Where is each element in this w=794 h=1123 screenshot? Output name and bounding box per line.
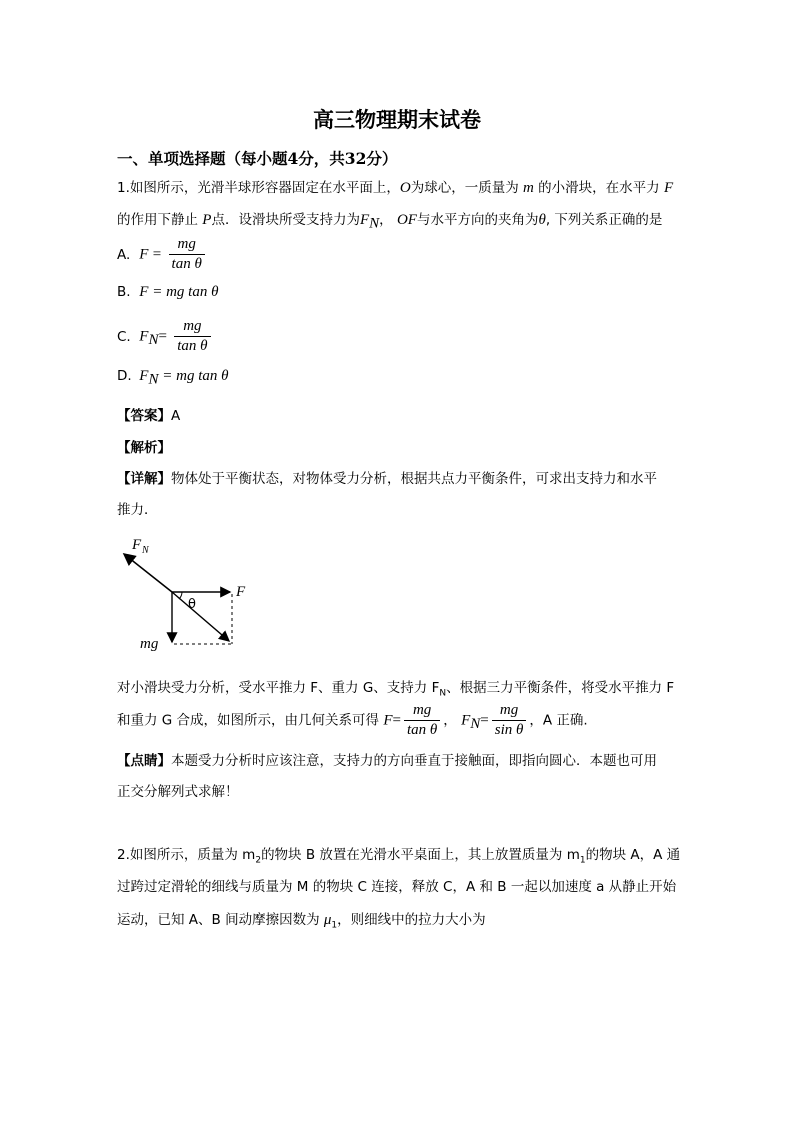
theta-label: θ	[188, 597, 196, 612]
q2-text: 的物块 B 放置在光滑水平桌面上，其上放置质量为 m	[261, 847, 580, 863]
q2-subscript: 2	[255, 855, 262, 866]
fraction-denominator: sin θ	[494, 722, 524, 738]
q2-line2: 过跨过定滑轮的细线与质量为 M 的物块 C 连接，释放 C，A 和 B 一起以加速度 a 从静止开始	[117, 879, 677, 895]
q1-line1	[117, 176, 673, 197]
q2-text: 的物块 A，A 通	[585, 847, 681, 863]
q1-symbol-fn: F	[359, 212, 370, 228]
option-expression: = mg tan θ	[158, 368, 229, 384]
q1-symbol-theta: θ	[538, 212, 546, 228]
force-diagram	[112, 532, 262, 657]
expl-symbol-fn: F	[461, 712, 471, 729]
q1-symbol-m: m	[523, 180, 534, 196]
explanation-line2	[117, 702, 588, 739]
fn-label: F	[132, 537, 142, 553]
option-subscript: N	[148, 371, 159, 388]
q1-text: 为球心，一质量为	[410, 180, 519, 196]
analysis-tag: 【解析】	[117, 440, 171, 456]
tip-text: 本题受力分析时应该注意，支持力的方向垂直于接触面，即指向圆心．本题也可用	[171, 753, 657, 769]
fraction-denominator: tan θ	[171, 256, 202, 272]
option-fraction	[169, 236, 205, 273]
mg-label: mg	[140, 636, 159, 652]
q2-line1	[117, 843, 680, 866]
q1-symbol-p: P	[202, 212, 212, 228]
page-title: 高三物理期末试卷	[313, 107, 481, 132]
option-subscript: N	[148, 332, 159, 349]
option-a	[117, 236, 208, 273]
q1-symbol-f: F	[663, 180, 674, 196]
q2-line3	[117, 908, 486, 931]
q2-text: ，则细线中的拉力大小为	[337, 912, 486, 928]
option-label: D.	[117, 368, 132, 384]
tip-line1	[117, 749, 657, 769]
q2-subscript: 1	[331, 920, 338, 931]
option-label: C.	[117, 328, 131, 345]
detail-line1	[117, 467, 657, 487]
fraction-numerator: mg	[174, 318, 210, 337]
q1-symbol-of: OF	[396, 212, 417, 228]
q1-text: 的小滑块，在水平力	[538, 180, 660, 196]
option-d	[117, 368, 228, 389]
answer-value: A	[171, 408, 181, 424]
angle-arc	[179, 592, 182, 599]
answer-line	[117, 404, 180, 424]
q1-text: ，	[379, 212, 393, 228]
expl-fraction-2	[492, 702, 527, 739]
option-op: =	[158, 328, 167, 345]
option-b	[117, 284, 218, 301]
q1-text: 的作用下静止	[117, 212, 198, 228]
q1-line2	[117, 208, 662, 233]
option-fraction	[174, 318, 210, 355]
fraction-numerator: mg	[404, 702, 440, 721]
q1-text: 1.如图所示，光滑半球形容器固定在水平面上，	[117, 180, 400, 196]
expl-text: 和重力 G 合成，如图所示，由几何关系可得	[117, 712, 380, 729]
q1-text: 与水平方向的夹角为	[416, 212, 539, 228]
q2-text: 运动，已知 A、B 间动摩擦因数为	[117, 912, 320, 928]
fraction-denominator: tan θ	[406, 722, 438, 738]
expl-text: 、根据三力平衡条件，将受水平推力 F	[446, 680, 675, 696]
q2-symbol-mu: μ	[323, 912, 332, 928]
expl-comma: ，	[443, 712, 457, 729]
option-label: B.	[117, 284, 131, 300]
expl-fraction-1	[404, 702, 440, 739]
tip-tag: 【点睛】	[117, 753, 171, 769]
option-lhs: F	[139, 368, 149, 384]
answer-tag: 【答案】	[117, 408, 171, 424]
detail-text: 物体处于平衡状态，对物体受力分析，根据共点力平衡条件，可求出支持力和水平	[171, 471, 657, 487]
option-lhs: F	[139, 246, 149, 263]
q1-text: 点．设滑块所受支持力为	[211, 212, 360, 228]
fraction-numerator: mg	[492, 702, 527, 721]
section-heading: 一、单项选择题（每小题4分，共32分）	[117, 149, 398, 168]
option-expression: F = mg tan θ	[139, 284, 219, 300]
expl-subscript: N	[470, 716, 481, 733]
expl-text: 对小滑块受力分析，受水平推力 F、重力 G、支持力 F	[117, 680, 440, 696]
q1-subscript: N	[369, 215, 380, 232]
option-op: =	[152, 246, 162, 263]
expl-eq: =	[392, 712, 401, 729]
q1-text: , 下列关系正确的是	[545, 212, 663, 228]
fraction-numerator: mg	[169, 236, 205, 255]
q2-text: 2.如图所示，质量为 m	[117, 847, 256, 863]
tip-line2: 正交分解列式求解！	[117, 784, 239, 800]
option-lhs: F	[139, 328, 149, 345]
detail-tag: 【详解】	[117, 471, 171, 487]
f-label: F	[236, 584, 246, 600]
fraction-denominator: tan θ	[177, 338, 208, 354]
option-label: A.	[117, 246, 131, 263]
expl-eq: =	[480, 712, 489, 729]
q2-subscript: 1	[579, 855, 586, 866]
q1-symbol-o: O	[399, 180, 411, 196]
explanation-line1	[117, 676, 674, 699]
detail-line2: 推力．	[117, 502, 158, 518]
expl-subscript: N	[439, 688, 447, 699]
expl-symbol-f: F	[383, 712, 393, 729]
option-c	[117, 318, 214, 355]
resultant-vector	[172, 592, 229, 641]
fn-vector	[124, 554, 172, 592]
expl-end: ，A 正确.	[529, 712, 588, 729]
fn-label-sub: N	[142, 545, 149, 556]
